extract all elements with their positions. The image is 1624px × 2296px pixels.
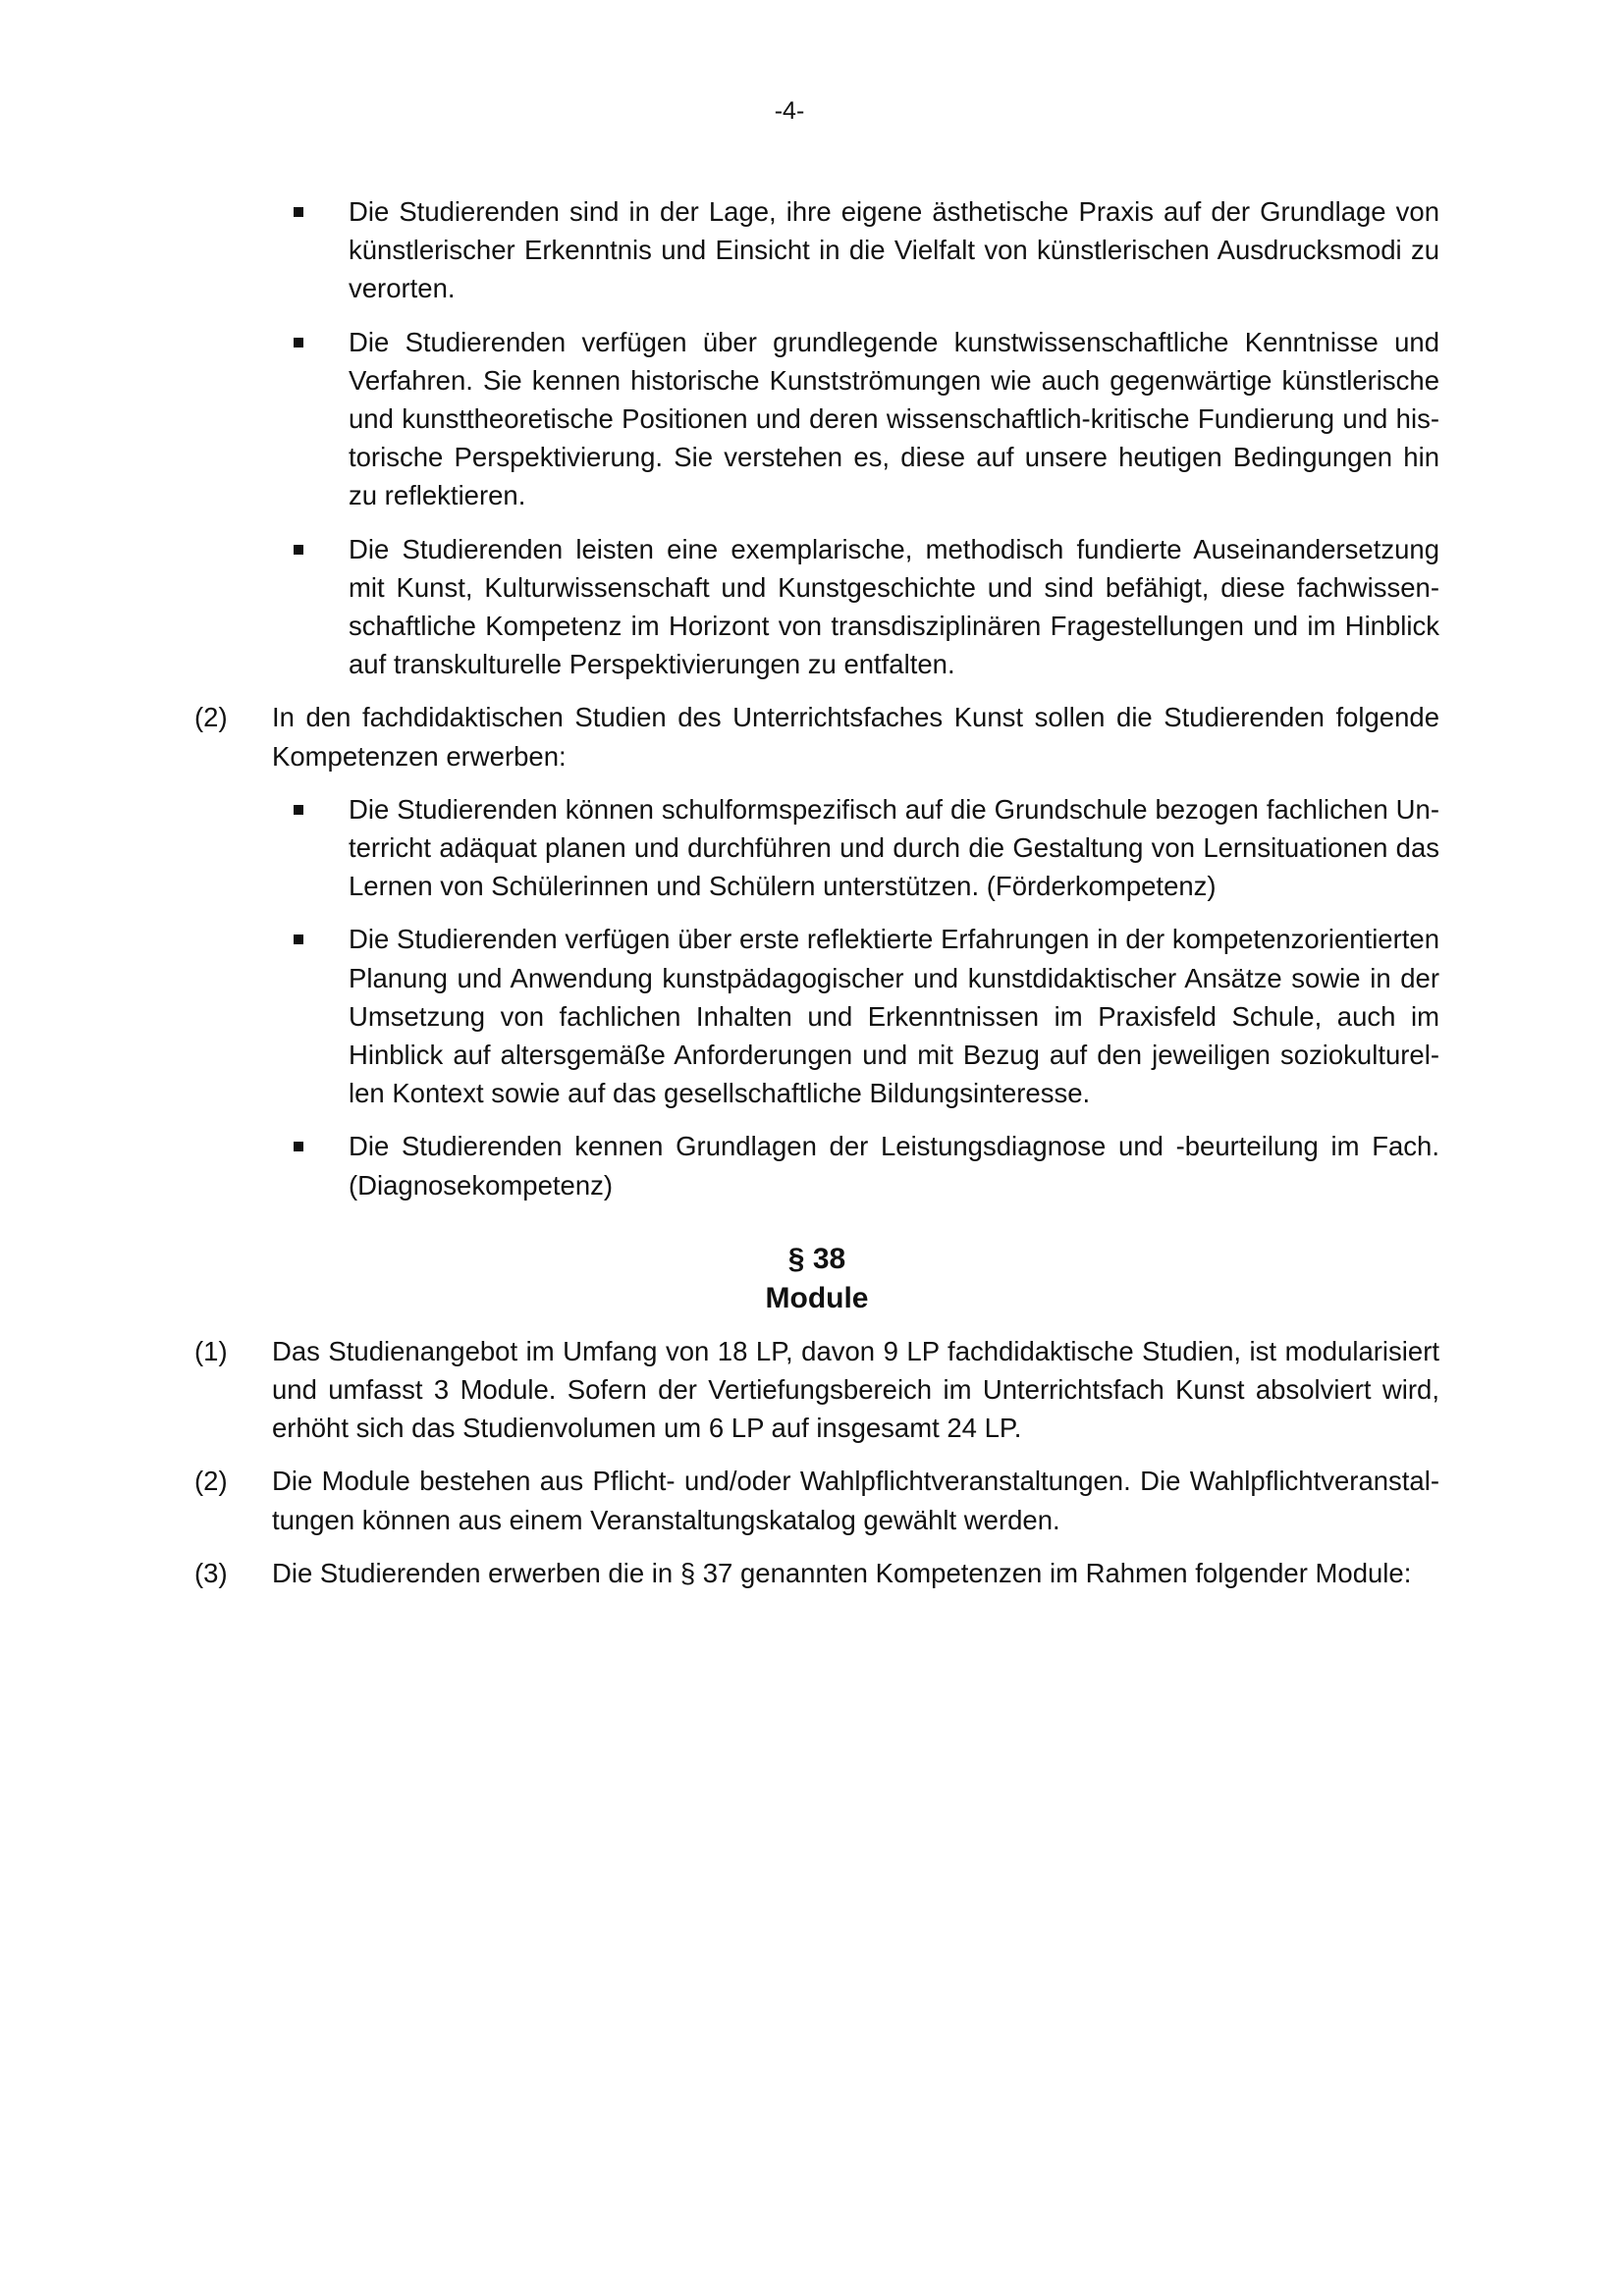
paragraph-number: (1) [194,1335,228,1366]
module-paragraph [194,1554,1439,1592]
bullet-text: Die Studierenden verfügen über erste reflektierte Erfahrungen in der kompetenzorientierten Planung und Anwendung kunstpädagogischer und kunstdidaktischer Ansätze sowie in der Umsetzung von fachlichen Inhalten und Erkenntnissen im Praxisfeld Schule, auch im Hinblick auf altersgemäße Anforderungen und mit Bezug auf den jeweiligen soziokulturellen Kontext sowie auf das gesellschaftliche Bildungsinteresse. [349,924,1439,1109]
bullet-text: Die Studierenden verfügen über grundlegende kunstwissenschaftliche Kenntnisse und Verfahren. Sie kennen historische Kunstströmungen wie auch gegenwärtige künstlerische und kunsttheoretische Positionen und deren wissenschaftlich-kritische Fundierung und historische Perspektivierung. Sie verstehen es, diese auf unsere heutigen Bedingungen hin zu reflektieren. [349,326,1439,511]
square-bullet-icon [294,805,303,815]
module-paragraph [194,1462,1439,1538]
paragraph-number: (2) [194,702,228,733]
paragraph-number: (2) [194,1466,228,1497]
section-title: Module [765,1281,869,1314]
document-body [194,192,1439,1607]
square-bullet-icon [294,1142,303,1151]
list-item [194,790,1439,906]
bullet-text: Die Studierenden kennen Grundlagen der Leistungsdiagnose und -beurteilung im Fach. (Diagnosekompetenz) [349,1131,1439,1201]
paragraph-text: Die Studierenden erwerben die in § 37 genannten Kompetenzen im Rahmen folgender Module: [272,1557,1412,1588]
didactics-bullet-list [194,790,1439,1204]
paragraph-text: In den fachdidaktischen Studien des Unterrichtsfaches Kunst sollen die Studierenden folgende Kompetenzen erwerben: [272,702,1439,772]
square-bullet-icon [294,545,303,555]
competence-bullet-list [194,192,1439,683]
bullet-text: Die Studierenden können schulformspezifisch auf die Grundschule bezogen fachlichen Unterricht adäquat planen und durchführen und durch die Gestaltung von Lernsituationen das Lernen von Schülerinnen und Schülern unterstützen. (Förderkompetenz) [349,793,1439,902]
paragraph-number: (3) [194,1557,228,1588]
paragraph-text: Das Studienangebot im Umfang von 18 LP, davon 9 LP fachdidaktische Studien, ist modularisiert und umfasst 3 Module. Sofern der Vertiefungsbereich im Unterrichtsfach Kunst absolviert wird, erhöht sich das Studienvolumen um 6 LP auf insgesamt 24 LP. [272,1335,1439,1444]
bullet-text: Die Studierenden leisten eine exemplarische, methodisch fundierte Auseinandersetzung mit Kunst, Kulturwissenschaft und Kunstgeschichte und sind befähigt, diese fachwissenschaftliche Kompetenz im Horizont von transdisziplinären Fragestellungen und im Hinblick auf transkulturelle Perspektivierungen zu entfalten. [349,533,1439,680]
bullet-text: Die Studierenden sind in der Lage, ihre eigene ästhetische Praxis auf der Grundlage von künstlerischer Erkenntnis und Einsicht in die Vielfalt von künstlerischen Ausdrucksmodi zu verorten. [349,196,1439,304]
paragraph-2-didactics [194,698,1439,1203]
square-bullet-icon [294,934,303,944]
section-heading [194,1240,1439,1318]
square-bullet-icon [294,338,303,347]
paragraph-text: Die Module bestehen aus Pflicht- und/oder Wahlpflichtveranstaltungen. Die Wahlpflichtveranstaltungen können aus einem Veranstaltungskatalog gewählt werden. [272,1466,1439,1535]
section-number: § 38 [787,1242,846,1275]
list-item [194,1127,1439,1203]
square-bullet-icon [294,207,303,217]
module-paragraph [194,1332,1439,1448]
list-item [194,323,1439,515]
list-item [194,920,1439,1112]
list-item [194,530,1439,684]
list-item [194,192,1439,308]
page-number: -4- [774,97,805,125]
